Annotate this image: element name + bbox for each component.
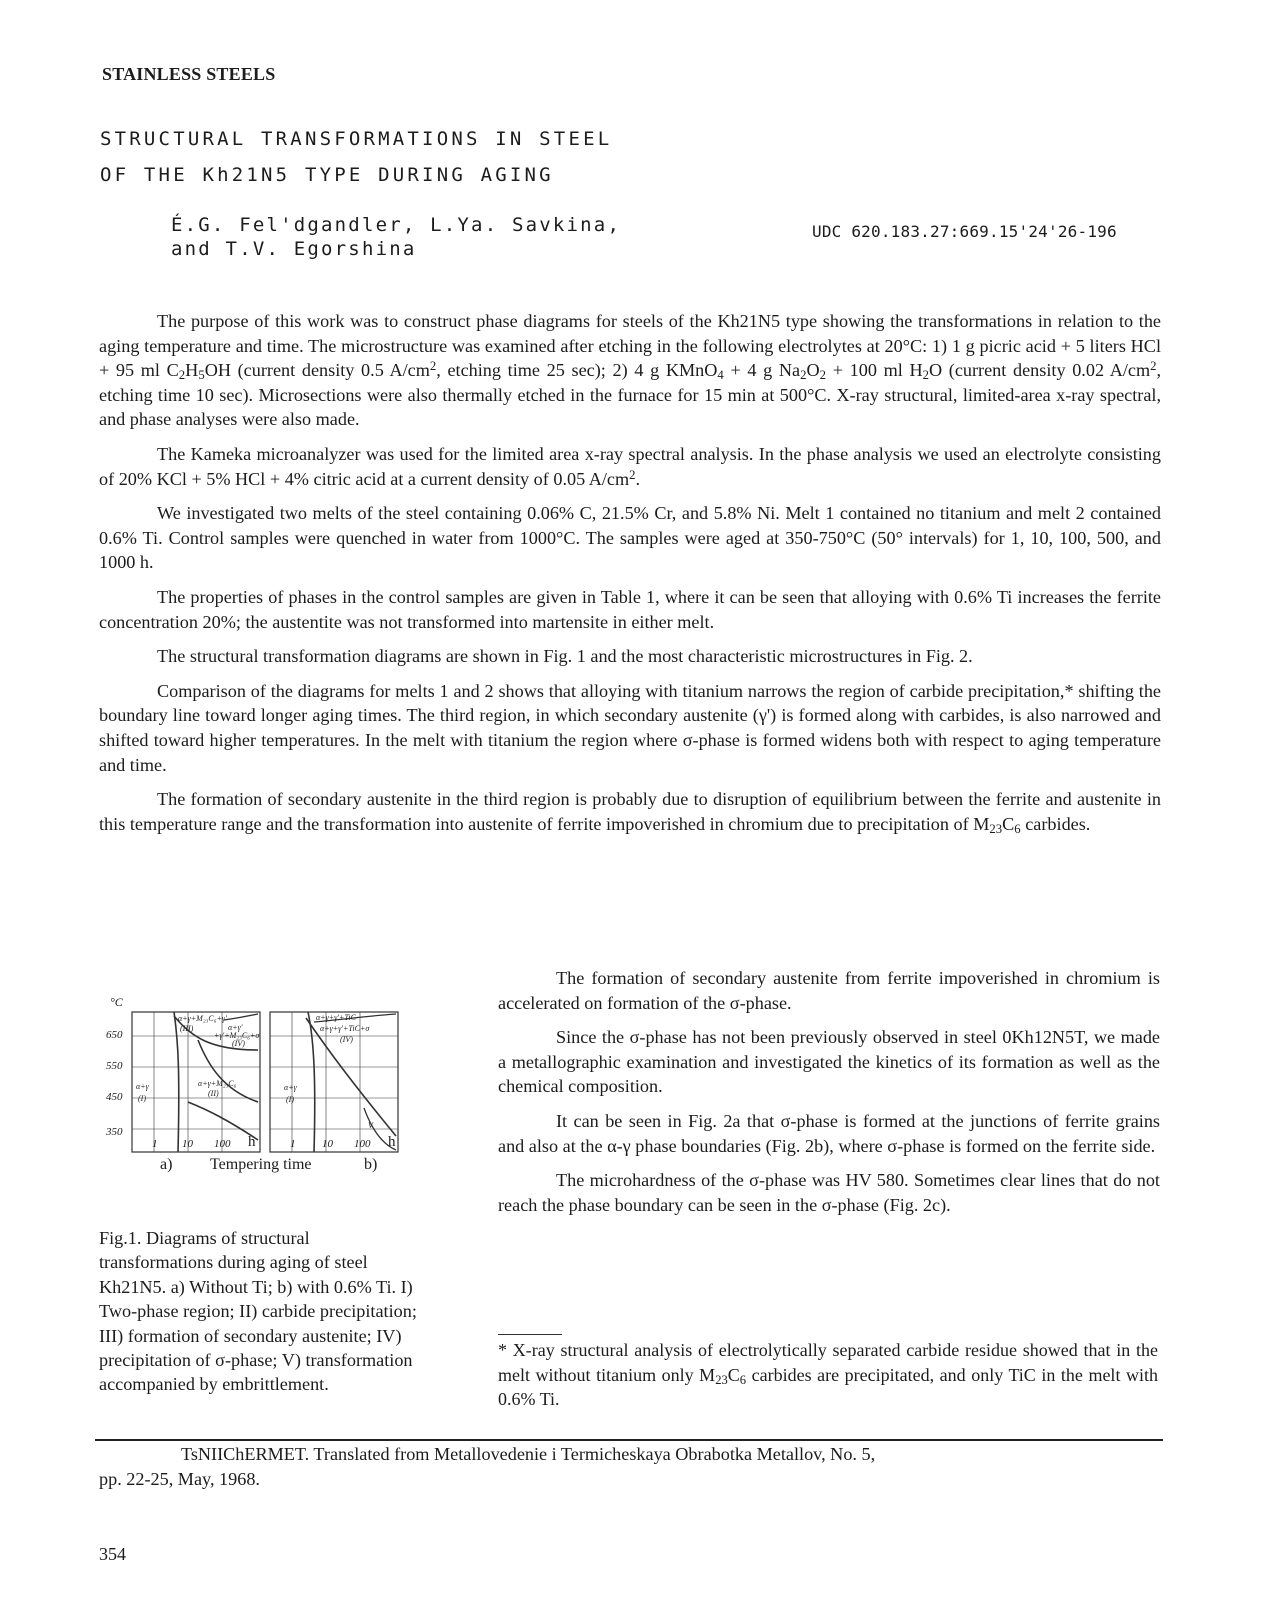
x-tick-b-100: 100 [354,1138,371,1150]
y-tick-350: 350 [106,1126,123,1138]
udc-code: UDC 620.183.27:669.15'24'26-196 [812,222,1117,241]
paragraph-3: We investigated two melts of the steel containing 0.06% C, 21.5% Cr, and 5.8% Ni. Melt 1 contained no titanium and melt 2 contained 0.6% Ti. Control samples were quenched in water from 1000°C. The samples were aged at 350-750°C (50° intervals) for 1, 10, 100, 500, and 1000 h. [99,503,1161,573]
y-tick-450: 450 [106,1091,123,1103]
phase-diagram-figure [128,1010,418,1180]
body-text [99,309,1161,836]
region-b-label-3: (IV) [340,1035,353,1044]
region-a-label-6: α+γ [136,1082,149,1091]
region-b-label-6: V [368,1121,373,1130]
region-b-label-4: α+γ [284,1083,297,1092]
x-tick-b-10: 10 [322,1138,333,1150]
authors-line-1: É.G. Fel'dgandler, L.Ya. Savkina, [171,214,622,236]
paragraph-1: The purpose of this work was to construct phase diagrams for steels of the Kh21N5 type showing the transformations in relation to the aging temperature and time. The microstructure was examined after etching in the following electrolytes at 20°C: 1) 1 g picric acid + 5 liters HCl + 95 ml $C_2H_5OH$ (current density 0.5 $A/cm^2$, etching time 25 sec); 2) 4 g KMnO$_4$ + 4 g $Na_2O_2 + 100$ ml $H_2O$ (current density 0.02 $A/cm^2$, etching time 10 sec). Microsections were also thermally etched in the furnace for 15 min at 500°C. X-ray structural, limited-area x-ray spectral, and phase analyses were also made. [99,311,1162,430]
right-paragraph-3: It can be seen in Fig. 2a that σ-phase is formed at the junctions of ferrite grains and also at the α-γ phase boundaries (Fig. 2b), where σ-phase is formed on the ferrite side. [498,1110,1160,1156]
region-a-label-8: α+γ+M₂₃C₆ [198,1079,237,1088]
panel-a-boundary-5 [224,1014,258,1020]
translation-line-1: TsNIIChERMET. Translated from Metallovedenie i Termicheskaya Obrabotka Metallov, No. 5, [181,1444,876,1464]
x-unit-a: h [248,1134,256,1150]
region-a-label-4: +γ'+M₂₃C₆+σ [214,1031,260,1040]
y-tick-550: 550 [106,1060,123,1072]
right-paragraph-2: Since the σ-phase has not been previously observed in steel 0Kh12N5T, we made a metallographic examination and investigated the kinetics of its formation as well as the chemical composition. [498,1027,1160,1097]
region-a-label-2: (III) [180,1024,194,1033]
region-a-label-7: (I) [138,1094,146,1103]
region-b-label-2: α+γ+γ'+TiC+σ [320,1024,370,1033]
figure-1-caption: Fig.1. Diagrams of structural transformations during aging of steel Kh21N5. a) Without Ti; b) with 0.6% Ti. I) Two-phase region; II) carbide precipitation; III) formation of secondary austenite; IV) precipitation of σ-phase; V) transformation accompanied by embrittlement. [99,1228,417,1395]
translation-note [99,1442,1161,1492]
region-a-label-5: (IV) [232,1039,245,1048]
paragraph-5: The structural transformation diagrams are shown in Fig. 1 and the most characteristic microstructures in Fig. 2. [157,646,973,667]
right-paragraph-4: The microhardness of the σ-phase was HV 580. Sometimes clear lines that do not reach the phase boundary can be seen in the σ-phase (Fig. 2c). [498,1170,1160,1215]
authors-line-2: and T.V. Egorshina [171,238,417,260]
y-tick-650: 650 [106,1029,123,1041]
x-axis-label: Tempering time [210,1156,312,1173]
region-a-label-3: α+γ' [228,1023,243,1032]
x-tick-a-10: 10 [182,1138,193,1150]
x-unit-b: h [388,1134,396,1150]
right-column-text [498,966,1160,1217]
translation-line-2: pp. 22-25, May, 1968. [99,1469,260,1489]
x-tick-b-1: 1 [290,1138,296,1150]
article-title-line-1: STRUCTURAL TRANSFORMATIONS IN STEEL [100,128,613,150]
x-tick-a-100: 100 [214,1138,231,1150]
article-title-line-2: OF THE Kh21N5 TYPE DURING AGING [100,164,554,186]
bottom-rule [95,1439,1163,1441]
page-number: 354 [99,1544,126,1564]
footnote: * X-ray structural analysis of electrolytically separated carbide residue showed that in the melt without titanium only $M_{23}C_6$ carbides are precipitated, and only TiC in the melt with 0.6% Ti. [498,1340,1158,1410]
region-a-label-9: (II) [208,1089,219,1098]
panel-a-boundary-1 [174,1012,179,1152]
panel-a-label: a) [160,1156,173,1173]
paragraph-7: The formation of secondary austenite in the third region is probably due to disruption of equilibrium between the ferrite and austenite in this temperature range and the transformation into austenite of ferrite impoverished in chromium due to precipitation of $M_{23}C_6$ carbides. [99,789,1161,836]
region-a-label-1: α+γ+M₂₃C₆+γ' [178,1014,227,1023]
footnote-rule [498,1334,562,1335]
panel-b-label: b) [364,1156,378,1173]
panel-b-boundary-1 [308,1012,315,1152]
region-b-label-1: α+γ+γ'+TiC [316,1013,356,1022]
y-axis-unit: °C [110,995,123,1009]
panel-b-frame [270,1012,398,1152]
section-heading: STAINLESS STEELS [102,64,276,84]
paragraph-4: The properties of phases in the control samples are given in Table 1, where it can be seen that alloying with 0.6% Ti increases the ferrite concentration 20%; the austentite was not transformed into martensite in either melt. [99,586,1161,632]
right-paragraph-1: The formation of secondary austenite from ferrite impoverished in chromium is accelerated on formation of the σ-phase. [498,968,1160,1013]
paragraph-6: Comparison of the diagrams for melts 1 and 2 shows that alloying with titanium narrows the region of carbide precipitation,* shifting the boundary line toward longer aging times. The third region, in which secondary austenite (γ') is formed along with carbides, is also narrowed and shifted toward higher temperatures. In the melt with titanium the region where σ-phase is formed widens both with respect to aging temperature and time. [99,680,1161,775]
x-tick-a-1: 1 [152,1138,158,1150]
region-b-label-5: (I) [286,1095,294,1104]
paragraph-2: The Kameka microanalyzer was used for the limited area x-ray spectral analysis. In the phase analysis we used an electrolyte consisting of 20% KCl + 5% HCl + 4% citric acid at a current density of 0.05 $A/cm^2$. [99,443,1161,489]
